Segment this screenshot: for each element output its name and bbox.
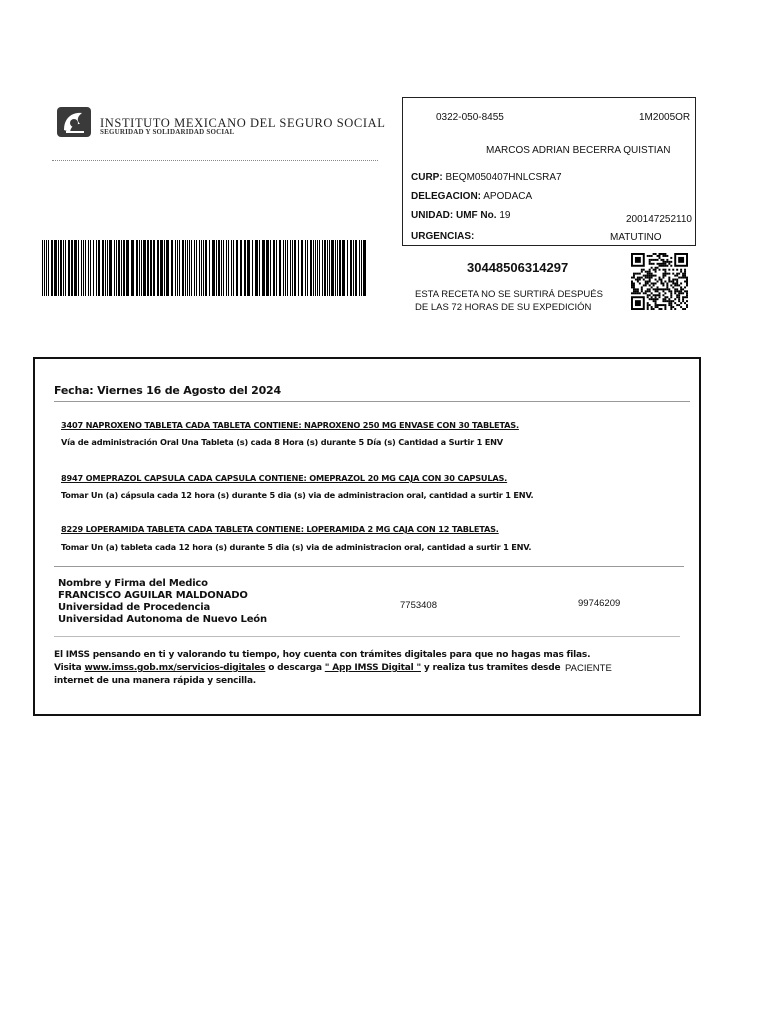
patient-info-box: [402, 97, 696, 246]
medication-title-2: 8947 OMEPRAZOL CAPSULA CADA CAPSULA CONTIENE: OMEPRAZOL 20 MG CAJA CON 30 CAPSULAS.: [61, 473, 508, 483]
footer-line-3: internet de una manera rápida y sencilla.: [54, 676, 257, 686]
turno-value: MATUTINO: [610, 232, 662, 243]
qr-code: [631, 253, 688, 310]
urgencias-label: URGENCIAS:: [411, 231, 475, 242]
imss-eagle-icon: [56, 106, 92, 138]
delegacion-value: APODACA: [483, 191, 533, 202]
institution-tagline: SEGURIDAD Y SOLIDARIDAD SOCIAL: [100, 128, 235, 136]
patient-code: 1M2005OR: [639, 112, 691, 123]
unidad-label: UNIDAD: UMF No.: [411, 210, 497, 221]
nss-number: 0322-050-8455: [436, 112, 504, 123]
footer-line-2: [54, 663, 560, 673]
app-imss-digital-link[interactable]: " App IMSS Digital ": [324, 663, 421, 673]
university-label: Universidad de Procedencia: [58, 602, 211, 613]
doctor-name: FRANCISCO AGUILAR MALDONADO: [58, 590, 248, 601]
doctor-cedula: 99746209: [578, 598, 621, 609]
delegacion-row: [411, 191, 532, 202]
medications-divider: [54, 566, 684, 567]
curp-row: [411, 172, 562, 183]
doctor-matricula: 7753408: [400, 600, 437, 611]
unidad-value: 19: [499, 210, 511, 221]
imss-logo: [56, 106, 386, 140]
university-name: Universidad Autonoma de Nuevo León: [58, 614, 267, 625]
medication-instructions-2: Tomar Un (a) cápsula cada 12 hora (s) durante 5 dia (s) via de administracion oral, cantidad a surtir 1 ENV.: [61, 490, 534, 500]
prescription-box: [33, 357, 701, 716]
prescription-barcode: [42, 240, 370, 296]
prescription-date: Fecha: Viernes 16 de Agosto del 2024: [54, 384, 281, 397]
medication-title-3: 8229 LOPERAMIDA TABLETA CADA TABLETA CONTIENE: LOPERAMIDA 2 MG CAJA CON 12 TABLETAS.: [61, 524, 499, 534]
doctor-block: [58, 578, 267, 626]
date-divider: [54, 401, 690, 402]
doctor-label: Nombre y Firma del Medico: [58, 578, 208, 589]
medication-instructions-3: Tomar Un (a) tableta cada 12 hora (s) durante 5 dia (s) via de administracion oral, cantidad a surtir 1 ENV.: [61, 542, 532, 552]
medication-title-1: 3407 NAPROXENO TABLETA CADA TABLETA CONTIENE: NAPROXENO 250 MG ENVASE CON 30 TABLETAS.: [61, 420, 519, 430]
visita-text: Visita: [54, 663, 82, 673]
patient-name: MARCOS ADRIAN BECERRA QUISTIAN: [486, 145, 671, 156]
urgencias-row: [411, 231, 474, 242]
imss-digital-link[interactable]: www.imss.gob.mx/servicios-digitales: [84, 663, 266, 673]
medication-instructions-1: Vía de administración Oral Una Tableta (s) cada 8 Hora (s) durante 5 Día (s) Cantidad a Surtir 1 ENV: [61, 437, 503, 447]
warning-line-1: ESTA RECETA NO SE SURTIRÁ DESPUÉS: [415, 289, 603, 300]
warning-line-2: DE LAS 72 HORAS DE SU EXPEDICIÓN: [415, 302, 592, 313]
unidad-row: [411, 210, 510, 221]
expiry-warning: [415, 288, 630, 314]
dotted-divider: [52, 160, 378, 161]
prescription-number: 30448506314297: [467, 260, 569, 275]
institution-name: INSTITUTO MEXICANO DEL SEGURO SOCIAL: [100, 116, 386, 130]
tramites-text: y realiza tus tramites desde: [423, 663, 561, 673]
curp-value: BEQM050407HNLCSRA7: [445, 172, 562, 183]
curp-label: CURP:: [411, 172, 443, 183]
copy-label: PACIENTE: [565, 663, 612, 674]
folio-number: 200147252110: [626, 214, 692, 225]
footer-line-1: El IMSS pensando en ti y valorando tu tiempo, hoy cuenta con trámites digitales para que no hagas mas filas.: [54, 650, 591, 660]
descarga-text: o descarga: [268, 663, 322, 673]
delegacion-label: DELEGACION:: [411, 191, 481, 202]
doctor-divider: [54, 636, 680, 637]
